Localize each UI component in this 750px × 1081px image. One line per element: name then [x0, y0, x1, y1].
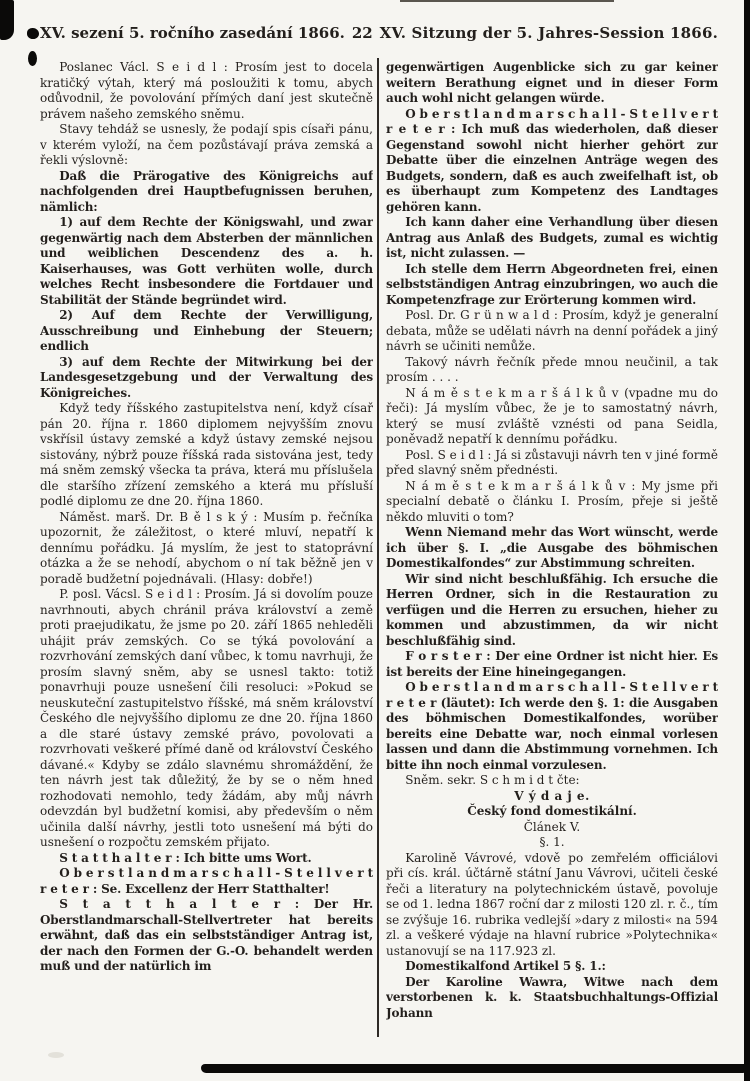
- column-divider-rule: [377, 58, 379, 1037]
- paragraph: 2) Auf dem Rechte der Verwilligung, Ausschreibung und Einhebung der Steuern; endlich: [40, 308, 373, 353]
- paragraph: O b e r s t l a n d m a r s c h a l l - S t e l l v e r t r e t e r : Ich muß das wiederholen, daß dieser Gegenstand sowohl nicht hierher gehört zur Debatte über die einzelnen Anträge wegen des Budgets, sondern, daß es auch zweifelhaft ist, ob es überhaupt zum Kompetenz des Landtages gehören kann.: [386, 106, 718, 214]
- section-heading: §. 1.: [539, 835, 565, 849]
- paragraph: 3) auf dem Rechte der Mitwirkung bei der Landesgesetzgebung und der Verwaltung des Königreiches.: [40, 354, 373, 400]
- paragraph: Posl. S e i d l : Já si zůstavuji návrh ten v jiné formě před slavný sněm přednésti.: [386, 447, 718, 477]
- paragraph: Wenn Niemand mehr das Wort wünscht, werde ich über §. I. „die Ausgabe des böhmischen Domestikalfondes“ zur Abstimmung schreiten.: [386, 525, 718, 570]
- paragraph: 1) auf dem Rechte der Königswahl, und zwar gegenwärtig nach dem Absterben der männlichen und weiblichen Descendenz des a. h. Kaiserhauses, was Gott verhüten wolle, durch welches Recht insbesondere die Fortdauer und Stabilität der Stände begründet wird.: [40, 215, 373, 307]
- page-number: 22: [351, 24, 373, 42]
- scan-artifact-bottom-line: [201, 1064, 746, 1073]
- paragraph: N á m ě s t e k m a r š á l k ů v : My jsme při specialní debatě o článku I. Prosím, přeje si ještě někdo mluviti o tom?: [386, 478, 718, 524]
- paragraph: N á m ě s t e k m a r š á l k ů v (vpadne mu do řeči): Já myslím vůbec, že je to samostatný návrh, který se musí zvláště vznésti od pana Seidla, poněvadž nepatří k dennímu pořádku.: [386, 385, 718, 446]
- paragraph: Poslanec Václ. S e i d l : Prosím jest to docela kratičký výtah, který má posloužiti k tomu, abych odůvodnil, že povolování přímých daní jest skutečně právem našeho zemského sněmu.: [40, 60, 373, 121]
- section-heading: Článek V.: [523, 819, 581, 834]
- scan-artifact-ink-blob: [28, 51, 37, 66]
- paragraph: Stavy tehdáž se usnesly, že podají spis císaři pánu, v kterém vyloží, na čem pozůstávají práva zemská a řekli výslovně:: [40, 122, 373, 167]
- paragraph: Náměst. marš. Dr. B ě l s k ý : Musím p. řečníka upozornit, že záležitost, o které mluví, nepatří k dennímu pořádku. Já myslím, že jest to statoprávní otázka a že se nehodí, abychom o ní tak běžně jen v poradě budžetní pojednávali. (Hlasy: dobře!): [40, 509, 373, 586]
- scan-artifact-top-line: [400, 0, 614, 2]
- text-column-left: [40, 60, 373, 1042]
- header-title-german: XV. Sitzung der 5. Jahres-Session 1866.: [379, 24, 718, 42]
- section-heading: Český fond domestikální.: [467, 804, 637, 818]
- paragraph: Der Karoline Wawra, Witwe nach dem verstorbenen k. k. Staatsbuchhaltungs-Offizial Johann: [386, 974, 718, 1020]
- paragraph: Takový návrh řečník přede mnou neučinil, a tak prosím . . . .: [386, 354, 718, 384]
- paragraph: gegenwärtigen Augenblicke sich zu gar keiner weitern Berathung eignet und in dieser Form auch wohl nicht gelangen würde.: [386, 60, 718, 105]
- paragraph: Ich kann daher eine Verhandlung über diesen Antrag aus Anlaß des Budgets, zumal es wichtig ist, nicht zulassen. —: [386, 215, 718, 260]
- paragraph: S t a t t h a l t e r : Ich bitte ums Wort.: [59, 850, 312, 865]
- paragraph: F o r s t e r : Der eine Ordner ist nicht hier. Es ist bereits der Eine hineingegangen.: [386, 649, 718, 679]
- scan-artifact-smudge: [48, 1052, 64, 1058]
- paragraph: S t a t t h a l t e r : Der Hr. Oberstlandmarschall-Stellvertreter hat bereits erwähnt, daß das ein selbstständiger Antrag ist, der nach den Formen der G.-O. behandelt werden muß und der natürlich im: [40, 897, 373, 973]
- paragraph: Karolině Vávrové, vdově po zemřelém officiálovi při cís. král. účtárně státní Janu Vávrovi, učiteli české řeči a literatury na polytechnickém ústavě, povoluje se od 1. ledna 1867 roční dar z milosti 120 zl. r. č., tím se zvýšuje 16. rubrika vedlejší »dary z milosti« na 594 zl. a veškeré výdaje na hlavní rubrice »Polytechnika« ustanovují se na 117.923 zl.: [386, 850, 718, 958]
- scan-artifact-ink-blob: [27, 28, 39, 39]
- text-column-right: [386, 60, 718, 1042]
- paragraph: Daß die Prärogative des Königreichs auf nachfolgenden drei Hauptbefugnissen beruhen, nämlich:: [40, 168, 373, 214]
- scan-artifact-right-edge: [744, 0, 750, 1081]
- header-title-czech: XV. sezení 5. ročního zasedání 1866.: [40, 24, 345, 42]
- paragraph: O b e r s t l a n d m a r s c h a l l - S t e l l v e r t r e t e r (läutet): Ich werde den §. 1: die Ausgaben des böhmischen Domestikalfondes, worüber bereits eine Debatte war, noch einmal vorlesen lassen und dann die Abstimmung vornehmen. Ich bitte ihn noch einmal vorzulesen.: [386, 680, 718, 772]
- paragraph: Sněm. sekr. S c h m i d t čte:: [405, 773, 580, 787]
- paragraph: Posl. Dr. G r ü n w a l d : Prosím, když je generalní debata, může se udělati návrh na denní pořádek a jiný návrh se učiniti nemůže.: [386, 308, 718, 353]
- paragraph: P. posl. Vácsl. S e i d l : Prosím. Já si dovolím pouze navrhnouti, abych chránil práva království a země proti praejudikatu, že jsme po 20. září 1865 nehleděli uhájit práv zemských. Co se týká povolování a rozvrhování zemských daní vůbec, k tomu navrhuji, že prosím slavný sněm, aby se usnesl takto: totiž ponavrhuji pouze usnešení čili resoluci: »Pokud se neuskuteční zastupitelstvo říšské, má sněm království Českého dle nejvyššího diplomu ze dne 20. října 1860 a dle staré ústavy zemské právo, povolovati a rozvrhovati veškeré přímé daně od království Českého dávané.« Kdyby se zdálo slavnému shromáždění, že ten návrh jest tak důležitý, že by se o něm hned rozhodovati nemohlo, tedy žádám, aby můj návrh odevzdán byl budžetní komisi, aby především o něm učinila další návrhy, jestli toto usnešení má býti do usnešení o rozpočtu zemském přijato.: [40, 587, 373, 849]
- scan-artifact-corner: [0, 0, 14, 40]
- paragraph: Domestikalfond Artikel 5 §. 1.:: [405, 959, 606, 973]
- paragraph: O b e r s t l a n d m a r s c h a l l - S t e l l v e r t r e t e r : Se. Excellenz der Herr Statthalter!: [40, 866, 373, 896]
- running-head: [40, 24, 718, 42]
- section-heading: V ý d a j e.: [514, 788, 590, 803]
- paragraph: Když tedy říšského zastupitelstva není, když císař pán 20. října r. 1860 diplomem nejvyšším znovu vskřísil ústavy zemské a když ústavy zemské nejsou sistovány, nýbrž pouze říšská rada sistována jest, tedy má sněm zemský všecka ta práva, která mu příslušela dle staršího zřízení zemského a která mu přísluší podlé diplomu ze dne 20. října 1860.: [40, 401, 373, 508]
- paragraph: Ich stelle dem Herrn Abgeordneten frei, einen selbstständigen Antrag einzubringen, wo auch die Kompetenzfrage zur Erörterung kommen wird.: [386, 261, 718, 307]
- paragraph: Wir sind nicht beschlußfähig. Ich ersuche die Herren Ordner, sich in die Restauration zu verfügen und die Herren zu ersuchen, hieher zu kommen und abzustimmen, da wir nicht beschlußfähig sind.: [386, 571, 718, 648]
